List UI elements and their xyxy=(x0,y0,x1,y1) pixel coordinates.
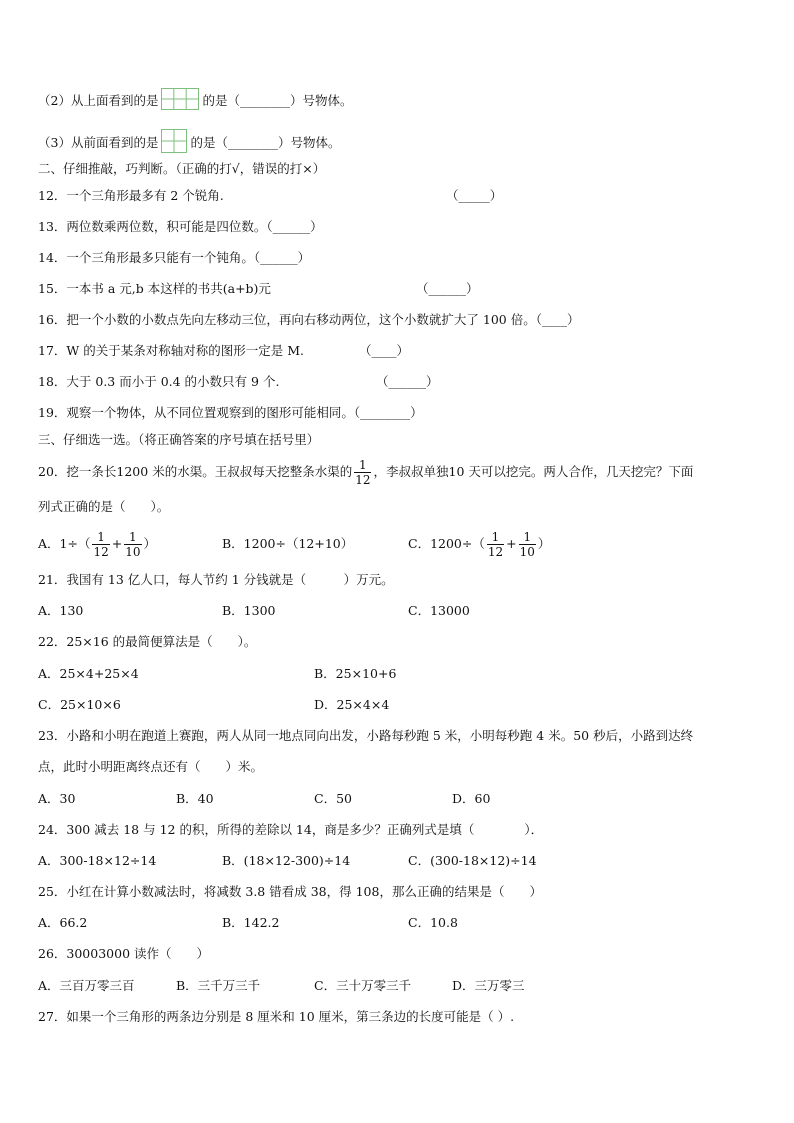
q26-option-c: C．三十万零三千 xyxy=(314,978,412,993)
q20-fraction-denominator: 12 xyxy=(355,473,371,487)
q20-c-prefix: C．1200÷（ xyxy=(408,536,485,551)
grid-3x2-icon xyxy=(161,88,199,115)
q20-a-frac-1-den: 12 xyxy=(93,545,109,559)
q24-option-c: C．(300-18×12)÷14 xyxy=(408,853,537,868)
q21-option-b: B．1300 xyxy=(222,603,276,618)
q22-option-d: D．25×4×4 xyxy=(314,697,390,712)
question-17: 17．W 的关于某条对称轴对称的图形一定是 M. xyxy=(38,343,304,358)
question-17-blank: （____） xyxy=(359,343,410,358)
q24-option-b: B．(18×12-300)÷14 xyxy=(222,853,351,868)
q24-option-a: A．300-18×12÷14 xyxy=(38,853,157,868)
q20-c-frac-2 xyxy=(519,530,536,559)
q20-a-frac-1-num: 1 xyxy=(97,530,105,544)
question-12: 12．一个三角形最多有 2 个锐角. xyxy=(38,188,224,203)
q2-text-a: （2）从上面看到的是 xyxy=(38,93,159,108)
q20-a-frac-2 xyxy=(124,530,141,559)
q25-option-c: C．10.8 xyxy=(408,915,458,930)
question-21: 21．我国有 13 亿人口，每人节约 1 分钱就是（ ）万元。 xyxy=(38,572,394,587)
question-2-line xyxy=(38,88,352,115)
q20-c-frac-1-num: 1 xyxy=(491,530,500,544)
q22-option-a: A．25×4+25×4 xyxy=(38,666,139,681)
q23-option-b: B．40 xyxy=(176,791,214,806)
question-19: 19．观察一个物体，从不同位置观察到的图形可能相同。（________） xyxy=(38,405,423,420)
q23-option-c: C．50 xyxy=(314,791,352,806)
question-13: 13．两位数乘两位数，积可能是四位数。（______） xyxy=(38,219,323,234)
q21-option-a: A．130 xyxy=(38,603,84,618)
q21-option-c: C．13000 xyxy=(408,603,470,618)
question-3-line xyxy=(38,129,340,158)
q20-c-frac-2-num: 1 xyxy=(523,530,532,544)
question-23-line-2: 点，此时小明距离终点还有（ ）米。 xyxy=(38,759,264,774)
q22-option-c: C．25×10×6 xyxy=(38,697,121,712)
q20-option-c xyxy=(408,526,550,562)
question-16: 16．把一个小数的小数点先向左移动三位，再向右移动两位，这个小数就扩大了 100 倍。（____） xyxy=(38,312,580,327)
q20-a-frac-2-den: 10 xyxy=(125,545,141,559)
question-27: 27．如果一个三角形的两条边分别是 8 厘米和 10 厘米，第三条边的长度可能是（ ）. xyxy=(38,1009,515,1024)
q20-c-plus: + xyxy=(506,536,517,551)
q20-c-frac-2-den: 10 xyxy=(519,545,535,559)
section-3-heading: 三、仔细选一选。（将正确答案的序号填在括号里） xyxy=(38,432,320,447)
question-25: 25．小红在计算小数减法时，将减数 3.8 错看成 38，得 108，那么正确的结果是（ ） xyxy=(38,884,542,899)
q26-option-d: D．三万零三 xyxy=(452,978,525,993)
question-18: 18．大于 0.3 而小于 0.4 的小数只有 9 个. xyxy=(38,374,280,389)
question-12-blank: （_____） xyxy=(446,188,503,203)
question-15-blank: （______） xyxy=(416,281,479,296)
q26-option-b: B．三千万三千 xyxy=(176,978,261,993)
q20-a-frac-2-num: 1 xyxy=(129,530,137,544)
q20-fraction xyxy=(354,458,371,487)
q20-a-suffix: ） xyxy=(143,536,157,551)
question-22: 22．25×16 的最简便算法是（ ）。 xyxy=(38,634,257,649)
question-20-line-1 xyxy=(38,454,693,490)
q3-text-b: 的是（________）号物体。 xyxy=(190,135,341,150)
question-24: 24．300 减去 18 与 12 的积，所得的差除以 14，商是多少？正确列式是填（ ）． xyxy=(38,822,544,837)
question-15: 15．一本书 a 元,b 本这样的书共(a+b)元 xyxy=(38,281,271,296)
question-18-blank: （______） xyxy=(376,374,439,389)
q20-option-a xyxy=(38,526,156,562)
q20-c-frac-1-den: 12 xyxy=(487,545,504,559)
q20-a-prefix: A．1÷（ xyxy=(38,536,91,551)
q20-c-suffix: ） xyxy=(537,536,551,551)
q20-text-a: 20．挖一条长1200 米的水渠。王叔叔每天挖整条水渠的 xyxy=(38,464,353,479)
q25-option-b: B．142.2 xyxy=(222,915,280,930)
question-23-line-1: 23．小路和小明在跑道上赛跑，两人从同一地点同向出发，小路每秒跑 5 米，小明每秒跑 4 米。50 秒后，小路到达终 xyxy=(38,728,694,743)
q20-fraction-numerator: 1 xyxy=(359,458,367,472)
grid-2x2-icon xyxy=(161,129,187,158)
q25-option-a: A．66.2 xyxy=(38,915,88,930)
question-26: 26．30003000 读作（ ） xyxy=(38,946,210,961)
q20-a-plus: + xyxy=(111,536,123,551)
q22-option-b: B．25×10+6 xyxy=(314,666,397,681)
q3-text-a: （3）从前面看到的是 xyxy=(38,135,159,150)
q20-a-frac-1 xyxy=(92,530,109,559)
q20-option-b: B．1200÷（12+10） xyxy=(222,536,354,551)
q20-text-b: ，李叔叔单独10 天可以挖完。两人合作，几天挖完？下面 xyxy=(373,464,694,479)
q2-text-b: 的是（________）号物体。 xyxy=(202,93,353,108)
section-2-heading: 二、仔细推敲，巧判断。（正确的打√，错误的打×） xyxy=(38,161,326,176)
q20-c-frac-1 xyxy=(487,530,504,559)
q26-option-a: A．三百万零三百 xyxy=(38,978,135,993)
question-20-line-2: 列式正确的是（ ）。 xyxy=(38,499,170,514)
q23-option-a: A．30 xyxy=(38,791,76,806)
q23-option-d: D．60 xyxy=(452,791,491,806)
question-14: 14．一个三角形最多只能有一个钝角。（______） xyxy=(38,250,311,265)
